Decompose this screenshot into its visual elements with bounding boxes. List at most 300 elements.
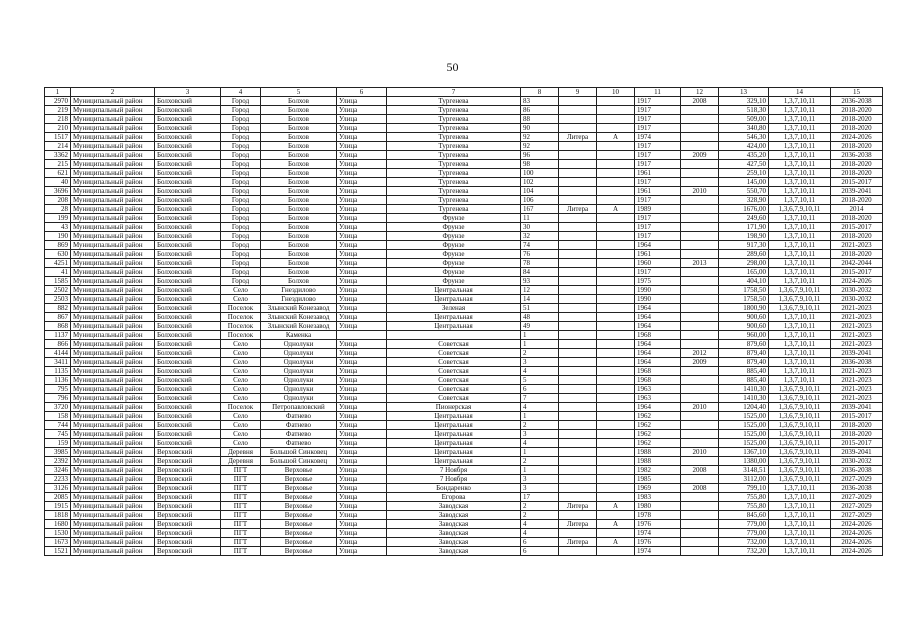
table-cell: 2018-2020 <box>831 142 883 151</box>
table-cell <box>681 538 719 547</box>
table-cell: Болховский <box>155 223 221 232</box>
table-cell: Фатнево <box>261 421 337 430</box>
table-cell: 1,3,6,7,9,10,11 <box>769 448 831 457</box>
table-cell: Болхов <box>261 196 337 205</box>
table-cell: 1,3,7,10,11 <box>769 502 831 511</box>
table-cell: 1525,00 <box>719 412 769 421</box>
table-cell: Улица <box>337 394 387 403</box>
table-cell: ПГТ <box>221 511 261 520</box>
table-cell: Улица <box>337 250 387 259</box>
table-cell: Болхов <box>261 241 337 250</box>
table-cell: Муниципальный район <box>71 169 155 178</box>
table-cell: 7 Ноября <box>387 475 521 484</box>
table-cell: 2018-2020 <box>831 196 883 205</box>
table-row <box>45 385 883 394</box>
table-cell <box>681 331 719 340</box>
table-cell: Болховский <box>155 196 221 205</box>
table-cell: Село <box>221 349 261 358</box>
table-cell: Улица <box>337 412 387 421</box>
table-cell: 3 <box>521 430 559 439</box>
table-cell: 340,80 <box>719 124 769 133</box>
table-cell <box>559 124 597 133</box>
table-cell: 2 <box>521 421 559 430</box>
table-cell: 92 <box>521 142 559 151</box>
table-cell: 2024-2026 <box>831 133 883 142</box>
table-cell: Село <box>221 421 261 430</box>
table-cell <box>597 448 635 457</box>
table-cell <box>597 151 635 160</box>
table-cell <box>681 439 719 448</box>
table-cell: 2018-2020 <box>831 430 883 439</box>
table-cell: ПГТ <box>221 547 261 556</box>
table-cell: Муниципальный район <box>71 376 155 385</box>
table-row <box>45 97 883 106</box>
column-number: 4 <box>221 88 261 97</box>
table-cell: Фрунзе <box>387 259 521 268</box>
table-cell: 6 <box>521 385 559 394</box>
table-cell: Муниципальный район <box>71 502 155 511</box>
table-cell: 14 <box>521 295 559 304</box>
table-cell: 795 <box>45 385 71 394</box>
table-cell: Город <box>221 178 261 187</box>
table-cell: Муниципальный район <box>71 214 155 223</box>
table-row <box>45 349 883 358</box>
table-cell: 2502 <box>45 286 71 295</box>
table-cell: 1,3,6,7,9,10,11 <box>769 430 831 439</box>
table-cell: Муниципальный район <box>71 232 155 241</box>
table-row <box>45 394 883 403</box>
table-cell: Болхов <box>261 277 337 286</box>
table-cell: Улица <box>337 142 387 151</box>
table-cell: Тургенева <box>387 106 521 115</box>
table-cell: Болховский <box>155 250 221 259</box>
table-cell: 2021-2023 <box>831 367 883 376</box>
table-cell <box>597 322 635 331</box>
table-cell: Злынский Конезавод <box>261 322 337 331</box>
table-cell: Фрунзе <box>387 241 521 250</box>
table-cell: 2027-2029 <box>831 493 883 502</box>
table-cell: Верховский <box>155 547 221 556</box>
table-cell: Улица <box>337 421 387 430</box>
table-cell: Улица <box>337 502 387 511</box>
table-cell <box>559 367 597 376</box>
table-cell: Тургенева <box>387 115 521 124</box>
table-cell: Болховский <box>155 142 221 151</box>
table-cell <box>559 484 597 493</box>
table-cell: Центральная <box>387 286 521 295</box>
table-cell: 2018-2020 <box>831 214 883 223</box>
table-cell: Литера <box>559 502 597 511</box>
table-cell: Улица <box>337 268 387 277</box>
table-cell <box>559 223 597 232</box>
table-cell: 1,3,6,7,9,10,11 <box>769 295 831 304</box>
table-cell: Улица <box>337 286 387 295</box>
table-cell: А <box>597 205 635 214</box>
table-cell: 1,3,7,10,11 <box>769 214 831 223</box>
table-cell <box>597 232 635 241</box>
table-cell: 2008 <box>681 97 719 106</box>
table-cell: Город <box>221 214 261 223</box>
table-cell <box>681 385 719 394</box>
table-cell: Болховский <box>155 124 221 133</box>
table-cell: Улица <box>337 151 387 160</box>
table-cell <box>681 232 719 241</box>
table-cell <box>597 223 635 232</box>
table-cell: 2036-2038 <box>831 466 883 475</box>
table-cell <box>597 124 635 133</box>
table-cell: Улица <box>337 376 387 385</box>
table-row <box>45 178 883 187</box>
table-cell <box>681 529 719 538</box>
table-cell: 1135 <box>45 367 71 376</box>
table-cell: Центральная <box>387 439 521 448</box>
table-cell: 1964 <box>635 313 681 322</box>
table-cell: 2039-2041 <box>831 448 883 457</box>
table-cell: Болховский <box>155 349 221 358</box>
table-cell: 1988 <box>635 448 681 457</box>
table-cell <box>559 529 597 538</box>
table-cell: 1,3,7,10,11 <box>769 97 831 106</box>
table-cell: 779,00 <box>719 529 769 538</box>
table-cell: Тургенева <box>387 97 521 106</box>
table-row <box>45 412 883 421</box>
table-row <box>45 286 883 295</box>
table-cell: 2012 <box>681 349 719 358</box>
table-cell: Болховский <box>155 97 221 106</box>
table-cell: 218 <box>45 115 71 124</box>
table-cell: 1,3,6,7,9,10,11 <box>769 304 831 313</box>
table-cell: 509,00 <box>719 115 769 124</box>
table-cell: 1990 <box>635 286 681 295</box>
table-cell: 1983 <box>635 493 681 502</box>
table-row <box>45 376 883 385</box>
table-cell: 1917 <box>635 223 681 232</box>
table-cell: Муниципальный район <box>71 223 155 232</box>
table-cell: 2039-2041 <box>831 187 883 196</box>
table-cell: 1,3,7,10,11 <box>769 223 831 232</box>
table-cell: 2010 <box>681 448 719 457</box>
table-cell <box>559 493 597 502</box>
table-cell: Заводская <box>387 547 521 556</box>
table-cell: 74 <box>521 241 559 250</box>
table-row <box>45 187 883 196</box>
table-cell: Верховский <box>155 457 221 466</box>
table-cell: Советская <box>387 376 521 385</box>
table-cell: Болховский <box>155 313 221 322</box>
table-row <box>45 322 883 331</box>
table-cell <box>559 358 597 367</box>
table-cell: 106 <box>521 196 559 205</box>
table-cell: Муниципальный район <box>71 484 155 493</box>
table-cell: Болховский <box>155 106 221 115</box>
table-cell: 546,30 <box>719 133 769 142</box>
table-cell: Муниципальный район <box>71 349 155 358</box>
column-number: 9 <box>559 88 597 97</box>
table-cell: 2 <box>521 349 559 358</box>
table-cell: 2233 <box>45 475 71 484</box>
table-cell: 1962 <box>635 430 681 439</box>
table-cell: Верховье <box>261 538 337 547</box>
table-cell: Муниципальный район <box>71 187 155 196</box>
table-cell <box>597 268 635 277</box>
table-cell <box>681 142 719 151</box>
table-cell: 3696 <box>45 187 71 196</box>
table-row <box>45 313 883 322</box>
table-body <box>45 88 883 556</box>
table-cell: 2085 <box>45 493 71 502</box>
table-row <box>45 268 883 277</box>
table-cell <box>559 457 597 466</box>
table-cell <box>597 259 635 268</box>
table-row <box>45 115 883 124</box>
table-cell: Деревня <box>221 448 261 457</box>
table-row <box>45 205 883 214</box>
table-cell: Болховский <box>155 412 221 421</box>
table-cell <box>681 106 719 115</box>
table-cell: 1964 <box>635 304 681 313</box>
table-cell: Город <box>221 196 261 205</box>
table-cell: 732,00 <box>719 538 769 547</box>
table-cell: 7 <box>521 394 559 403</box>
table-cell <box>559 196 597 205</box>
table-cell: 1917 <box>635 106 681 115</box>
table-cell: Верховье <box>261 547 337 556</box>
table-cell: Болховский <box>155 214 221 223</box>
table-cell: Улица <box>337 106 387 115</box>
table-cell: 1980 <box>635 502 681 511</box>
table-cell: Село <box>221 376 261 385</box>
table-cell <box>681 340 719 349</box>
table-cell: 1367,10 <box>719 448 769 457</box>
table-cell: 2036-2038 <box>831 358 883 367</box>
table-cell: 2970 <box>45 97 71 106</box>
table-cell <box>559 142 597 151</box>
table-cell: 1,3,6,7,9,10,11 <box>769 385 831 394</box>
table-cell <box>559 160 597 169</box>
table-cell: Улица <box>337 115 387 124</box>
table-cell: 621 <box>45 169 71 178</box>
table-cell: Улица <box>337 466 387 475</box>
table-cell <box>559 511 597 520</box>
table-cell: Центральная <box>387 448 521 457</box>
table-cell: Верховье <box>261 502 337 511</box>
table-cell: 1,3,7,10,11 <box>769 106 831 115</box>
table-cell: 1917 <box>635 214 681 223</box>
table-cell: Улица <box>337 439 387 448</box>
column-number: 12 <box>681 88 719 97</box>
table-cell <box>597 178 635 187</box>
table-cell: 1,3,6,7,9,10,11 <box>769 439 831 448</box>
table-cell: Заводская <box>387 529 521 538</box>
table-row <box>45 475 883 484</box>
table-cell: 1963 <box>635 385 681 394</box>
table-cell: 328,90 <box>719 196 769 205</box>
table-cell: Болховский <box>155 430 221 439</box>
table-cell: Город <box>221 169 261 178</box>
table-cell: 885,40 <box>719 367 769 376</box>
table-cell: 1137 <box>45 331 71 340</box>
table-cell: Улица <box>337 430 387 439</box>
table-cell: Советская <box>387 367 521 376</box>
table-cell: Муниципальный район <box>71 466 155 475</box>
table-cell: 1410,30 <box>719 394 769 403</box>
table-cell: Болхов <box>261 232 337 241</box>
table-cell <box>559 394 597 403</box>
table-cell: 917,30 <box>719 241 769 250</box>
table-cell: Литера <box>559 538 597 547</box>
table-cell <box>597 385 635 394</box>
table-cell: Муниципальный район <box>71 331 155 340</box>
table-cell: Большой Синковец <box>261 448 337 457</box>
table-cell: Болховский <box>155 295 221 304</box>
table-cell: 550,70 <box>719 187 769 196</box>
page-number: 50 <box>446 60 459 74</box>
table-cell: 404,10 <box>719 277 769 286</box>
table-cell: 51 <box>521 304 559 313</box>
table-cell: Муниципальный район <box>71 97 155 106</box>
table-cell: 1974 <box>635 133 681 142</box>
table-cell: 4 <box>521 367 559 376</box>
table-cell <box>597 376 635 385</box>
table-cell <box>681 214 719 223</box>
column-number: 2 <box>71 88 155 97</box>
table-cell: Улица <box>337 322 387 331</box>
table-cell: 1917 <box>635 178 681 187</box>
table-cell: 1,3,7,10,11 <box>769 313 831 322</box>
table-cell <box>681 376 719 385</box>
table-cell: 165,00 <box>719 268 769 277</box>
table-cell: ПГТ <box>221 520 261 529</box>
table-cell: 1 <box>521 340 559 349</box>
table-cell: ПГТ <box>221 484 261 493</box>
table-cell: Тургенева <box>387 151 521 160</box>
table-cell: Гнездилово <box>261 295 337 304</box>
table-cell: Село <box>221 412 261 421</box>
table-cell: 1758,50 <box>719 286 769 295</box>
table-cell: Поселок <box>221 304 261 313</box>
table-cell <box>681 133 719 142</box>
table-cell: Муниципальный район <box>71 295 155 304</box>
table-row <box>45 223 883 232</box>
table-cell: 11 <box>521 214 559 223</box>
table-cell: Верховский <box>155 502 221 511</box>
table-cell: 1,3,7,10,11 <box>769 160 831 169</box>
table-cell: Болхов <box>261 178 337 187</box>
table-cell <box>559 331 597 340</box>
table-cell: 2 <box>521 502 559 511</box>
table-row <box>45 502 883 511</box>
table-cell: Улица <box>337 241 387 250</box>
table-row <box>45 124 883 133</box>
table-cell: Литера <box>559 205 597 214</box>
table-cell <box>597 214 635 223</box>
table-row <box>45 430 883 439</box>
table-cell <box>681 475 719 484</box>
table-cell <box>559 277 597 286</box>
table-cell: 1,3,7,10,11 <box>769 196 831 205</box>
table-cell: 17 <box>521 493 559 502</box>
table-cell: 4144 <box>45 349 71 358</box>
table-cell: 28 <box>45 205 71 214</box>
table-cell <box>681 277 719 286</box>
table-cell: 1680 <box>45 520 71 529</box>
column-number: 6 <box>337 88 387 97</box>
table-cell: Село <box>221 385 261 394</box>
table-cell: Город <box>221 97 261 106</box>
table-cell: 518,30 <box>719 106 769 115</box>
table-cell: 1,3,7,10,11 <box>769 538 831 547</box>
table-cell <box>597 484 635 493</box>
table-cell: Муниципальный район <box>71 151 155 160</box>
table-cell: 1,3,6,7,9,10,11 <box>769 286 831 295</box>
table-cell: 289,60 <box>719 250 769 259</box>
table-cell <box>597 367 635 376</box>
table-cell: Литера <box>559 520 597 529</box>
table-row <box>45 340 883 349</box>
table-cell: 2503 <box>45 295 71 304</box>
table-row <box>45 421 883 430</box>
table-cell <box>597 106 635 115</box>
table-cell <box>597 475 635 484</box>
table-cell: Муниципальный район <box>71 178 155 187</box>
table-row <box>45 106 883 115</box>
table-cell: 2024-2026 <box>831 538 883 547</box>
table-cell: 2021-2023 <box>831 385 883 394</box>
table-cell <box>597 250 635 259</box>
table-cell: Улица <box>337 295 387 304</box>
table-cell: 4251 <box>45 259 71 268</box>
table-cell: 1,3,7,10,11 <box>769 358 831 367</box>
table-cell: Город <box>221 133 261 142</box>
table-cell: 1964 <box>635 241 681 250</box>
table-cell: 869 <box>45 241 71 250</box>
table-cell: 3362 <box>45 151 71 160</box>
table-cell: 2027-2029 <box>831 475 883 484</box>
table-cell: 796 <box>45 394 71 403</box>
table-cell: Улица <box>337 187 387 196</box>
table-cell: 215 <box>45 160 71 169</box>
table-cell: Улица <box>337 205 387 214</box>
table-cell: 424,00 <box>719 142 769 151</box>
table-cell: 1,3,7,10,11 <box>769 142 831 151</box>
table-cell: Петропавловский <box>261 403 337 412</box>
table-cell: Улица <box>337 403 387 412</box>
table-cell: 1380,00 <box>719 457 769 466</box>
table-cell: 2021-2023 <box>831 313 883 322</box>
column-number: 10 <box>597 88 635 97</box>
table-cell: Злынский Конезавод <box>261 313 337 322</box>
table-cell: 2024-2026 <box>831 547 883 556</box>
table-cell: 1962 <box>635 439 681 448</box>
table-cell: 4 <box>521 529 559 538</box>
table-cell: Болхов <box>261 259 337 268</box>
table-row <box>45 511 883 520</box>
table-cell: Муниципальный район <box>71 115 155 124</box>
table-cell <box>559 340 597 349</box>
table-cell: 1964 <box>635 403 681 412</box>
table-cell: 1521 <box>45 547 71 556</box>
table-cell <box>559 97 597 106</box>
table-cell <box>597 439 635 448</box>
table-cell: А <box>597 520 635 529</box>
table-cell: 1758,50 <box>719 295 769 304</box>
table-cell <box>681 520 719 529</box>
table-cell: Болхов <box>261 214 337 223</box>
table-cell: 1,3,6,7,9,10,11 <box>769 394 831 403</box>
table-cell: 960,00 <box>719 331 769 340</box>
table-row <box>45 250 883 259</box>
table-cell <box>681 421 719 430</box>
